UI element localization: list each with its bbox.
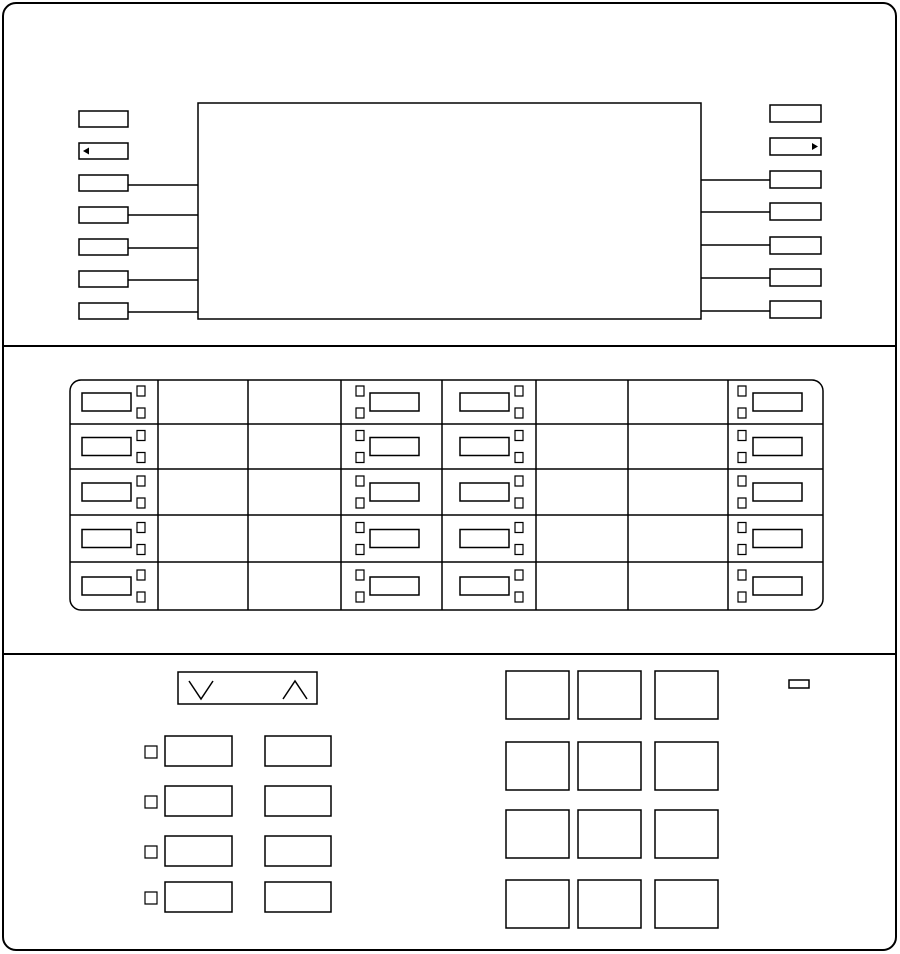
feature-key-led xyxy=(738,523,746,533)
feature-key-led xyxy=(356,545,364,555)
feature-key-led xyxy=(137,408,145,418)
feature-key-led xyxy=(356,523,364,533)
feature-key-indicator xyxy=(145,796,157,808)
soft-key-right-1[interactable] xyxy=(770,105,821,122)
volume-rocker xyxy=(178,672,317,704)
feature-key-led xyxy=(137,476,145,486)
left-triangle-icon xyxy=(83,148,89,155)
dialpad-key[interactable] xyxy=(506,880,569,928)
feature-key-led xyxy=(515,592,523,602)
dialpad-key[interactable] xyxy=(578,742,641,790)
feature-key-led xyxy=(738,570,746,580)
feature-key-led xyxy=(356,570,364,580)
dialpad-key[interactable] xyxy=(506,742,569,790)
dialpad-key[interactable] xyxy=(578,810,641,858)
feature-key-button[interactable] xyxy=(753,438,802,456)
dialpad-key[interactable] xyxy=(506,671,569,719)
feature-key-led xyxy=(738,453,746,463)
feature-key-led xyxy=(738,408,746,418)
feature-key-led xyxy=(137,386,145,396)
feature-key-indicator xyxy=(145,746,157,758)
feature-key-led xyxy=(137,453,145,463)
right-soft-keys xyxy=(701,105,821,318)
feature-key-led xyxy=(738,498,746,508)
feature-key-led xyxy=(738,592,746,602)
soft-key-right-4[interactable] xyxy=(770,203,821,220)
right-triangle-icon xyxy=(812,143,818,150)
soft-key-left-1[interactable] xyxy=(79,111,128,127)
feature-key-button[interactable] xyxy=(370,393,419,411)
feature-key-button[interactable] xyxy=(370,438,419,456)
feature-key-led xyxy=(515,386,523,396)
feature-key-led xyxy=(515,408,523,418)
feature-key-button[interactable] xyxy=(370,483,419,501)
dialpad-key[interactable] xyxy=(578,880,641,928)
dialpad xyxy=(506,671,718,928)
dialpad-key[interactable] xyxy=(655,742,718,790)
feature-key-button[interactable] xyxy=(82,393,131,411)
soft-key-left-3[interactable] xyxy=(79,175,128,191)
feature-key-led xyxy=(137,592,145,602)
feature-key-button[interactable] xyxy=(460,577,509,595)
feature-key-led xyxy=(515,431,523,441)
display-screen xyxy=(198,103,701,319)
soft-key-left-5[interactable] xyxy=(79,239,128,255)
feature-key-led xyxy=(515,545,523,555)
dialpad-key[interactable] xyxy=(506,810,569,858)
feature-key-led xyxy=(738,476,746,486)
feature-key-button[interactable] xyxy=(460,483,509,501)
feature-key-led xyxy=(356,592,364,602)
feature-key-right[interactable] xyxy=(265,836,331,866)
feature-key-led xyxy=(137,545,145,555)
feature-key-led xyxy=(356,386,364,396)
soft-key-right-5[interactable] xyxy=(770,237,821,254)
soft-key-right-6[interactable] xyxy=(770,269,821,286)
feature-key-right[interactable] xyxy=(265,736,331,766)
feature-key-led xyxy=(515,523,523,533)
feature-key-button[interactable] xyxy=(753,483,802,501)
soft-key-left-7[interactable] xyxy=(79,303,128,319)
feature-key-led xyxy=(515,476,523,486)
soft-key-right-3[interactable] xyxy=(770,171,821,188)
feature-key-led xyxy=(356,453,364,463)
feature-key-left[interactable] xyxy=(165,736,232,766)
dialpad-key[interactable] xyxy=(655,880,718,928)
left-soft-keys xyxy=(79,111,198,319)
feature-key-button[interactable] xyxy=(82,577,131,595)
feature-key-button[interactable] xyxy=(753,577,802,595)
feature-key-led xyxy=(515,453,523,463)
feature-key-led xyxy=(137,431,145,441)
soft-key-left-6[interactable] xyxy=(79,271,128,287)
feature-key-led xyxy=(738,431,746,441)
feature-key-indicator xyxy=(145,846,157,858)
soft-key-right-7[interactable] xyxy=(770,301,821,318)
dialpad-key[interactable] xyxy=(655,810,718,858)
chevron-up-icon[interactable] xyxy=(283,681,307,699)
feature-key-left[interactable] xyxy=(165,882,232,912)
feature-key-grid xyxy=(70,380,823,610)
feature-key-led xyxy=(515,498,523,508)
feature-key-led xyxy=(356,431,364,441)
feature-key-button[interactable] xyxy=(460,530,509,548)
feature-keys xyxy=(145,736,331,912)
feature-key-button[interactable] xyxy=(753,393,802,411)
feature-key-led xyxy=(515,570,523,580)
feature-key-led xyxy=(137,570,145,580)
chevron-down-icon[interactable] xyxy=(189,681,213,699)
feature-key-left[interactable] xyxy=(165,836,232,866)
feature-key-left[interactable] xyxy=(165,786,232,816)
feature-key-button[interactable] xyxy=(82,483,131,501)
feature-key-right[interactable] xyxy=(265,786,331,816)
dialpad-key[interactable] xyxy=(655,671,718,719)
feature-key-right[interactable] xyxy=(265,882,331,912)
feature-key-led xyxy=(137,523,145,533)
feature-key-button[interactable] xyxy=(370,530,419,548)
feature-key-button[interactable] xyxy=(370,577,419,595)
feature-key-button[interactable] xyxy=(82,530,131,548)
feature-key-led xyxy=(738,386,746,396)
feature-key-button[interactable] xyxy=(460,393,509,411)
feature-key-button[interactable] xyxy=(753,530,802,548)
feature-key-led xyxy=(137,498,145,508)
feature-key-led xyxy=(356,476,364,486)
feature-key-indicator xyxy=(145,892,157,904)
feature-key-button[interactable] xyxy=(82,438,131,456)
soft-key-left-4[interactable] xyxy=(79,207,128,223)
dialpad-key[interactable] xyxy=(578,671,641,719)
feature-key-panel xyxy=(70,380,823,610)
feature-key-led xyxy=(356,498,364,508)
feature-key-led xyxy=(356,408,364,418)
message-indicator xyxy=(789,680,809,688)
feature-key-led xyxy=(738,545,746,555)
feature-key-button[interactable] xyxy=(460,438,509,456)
